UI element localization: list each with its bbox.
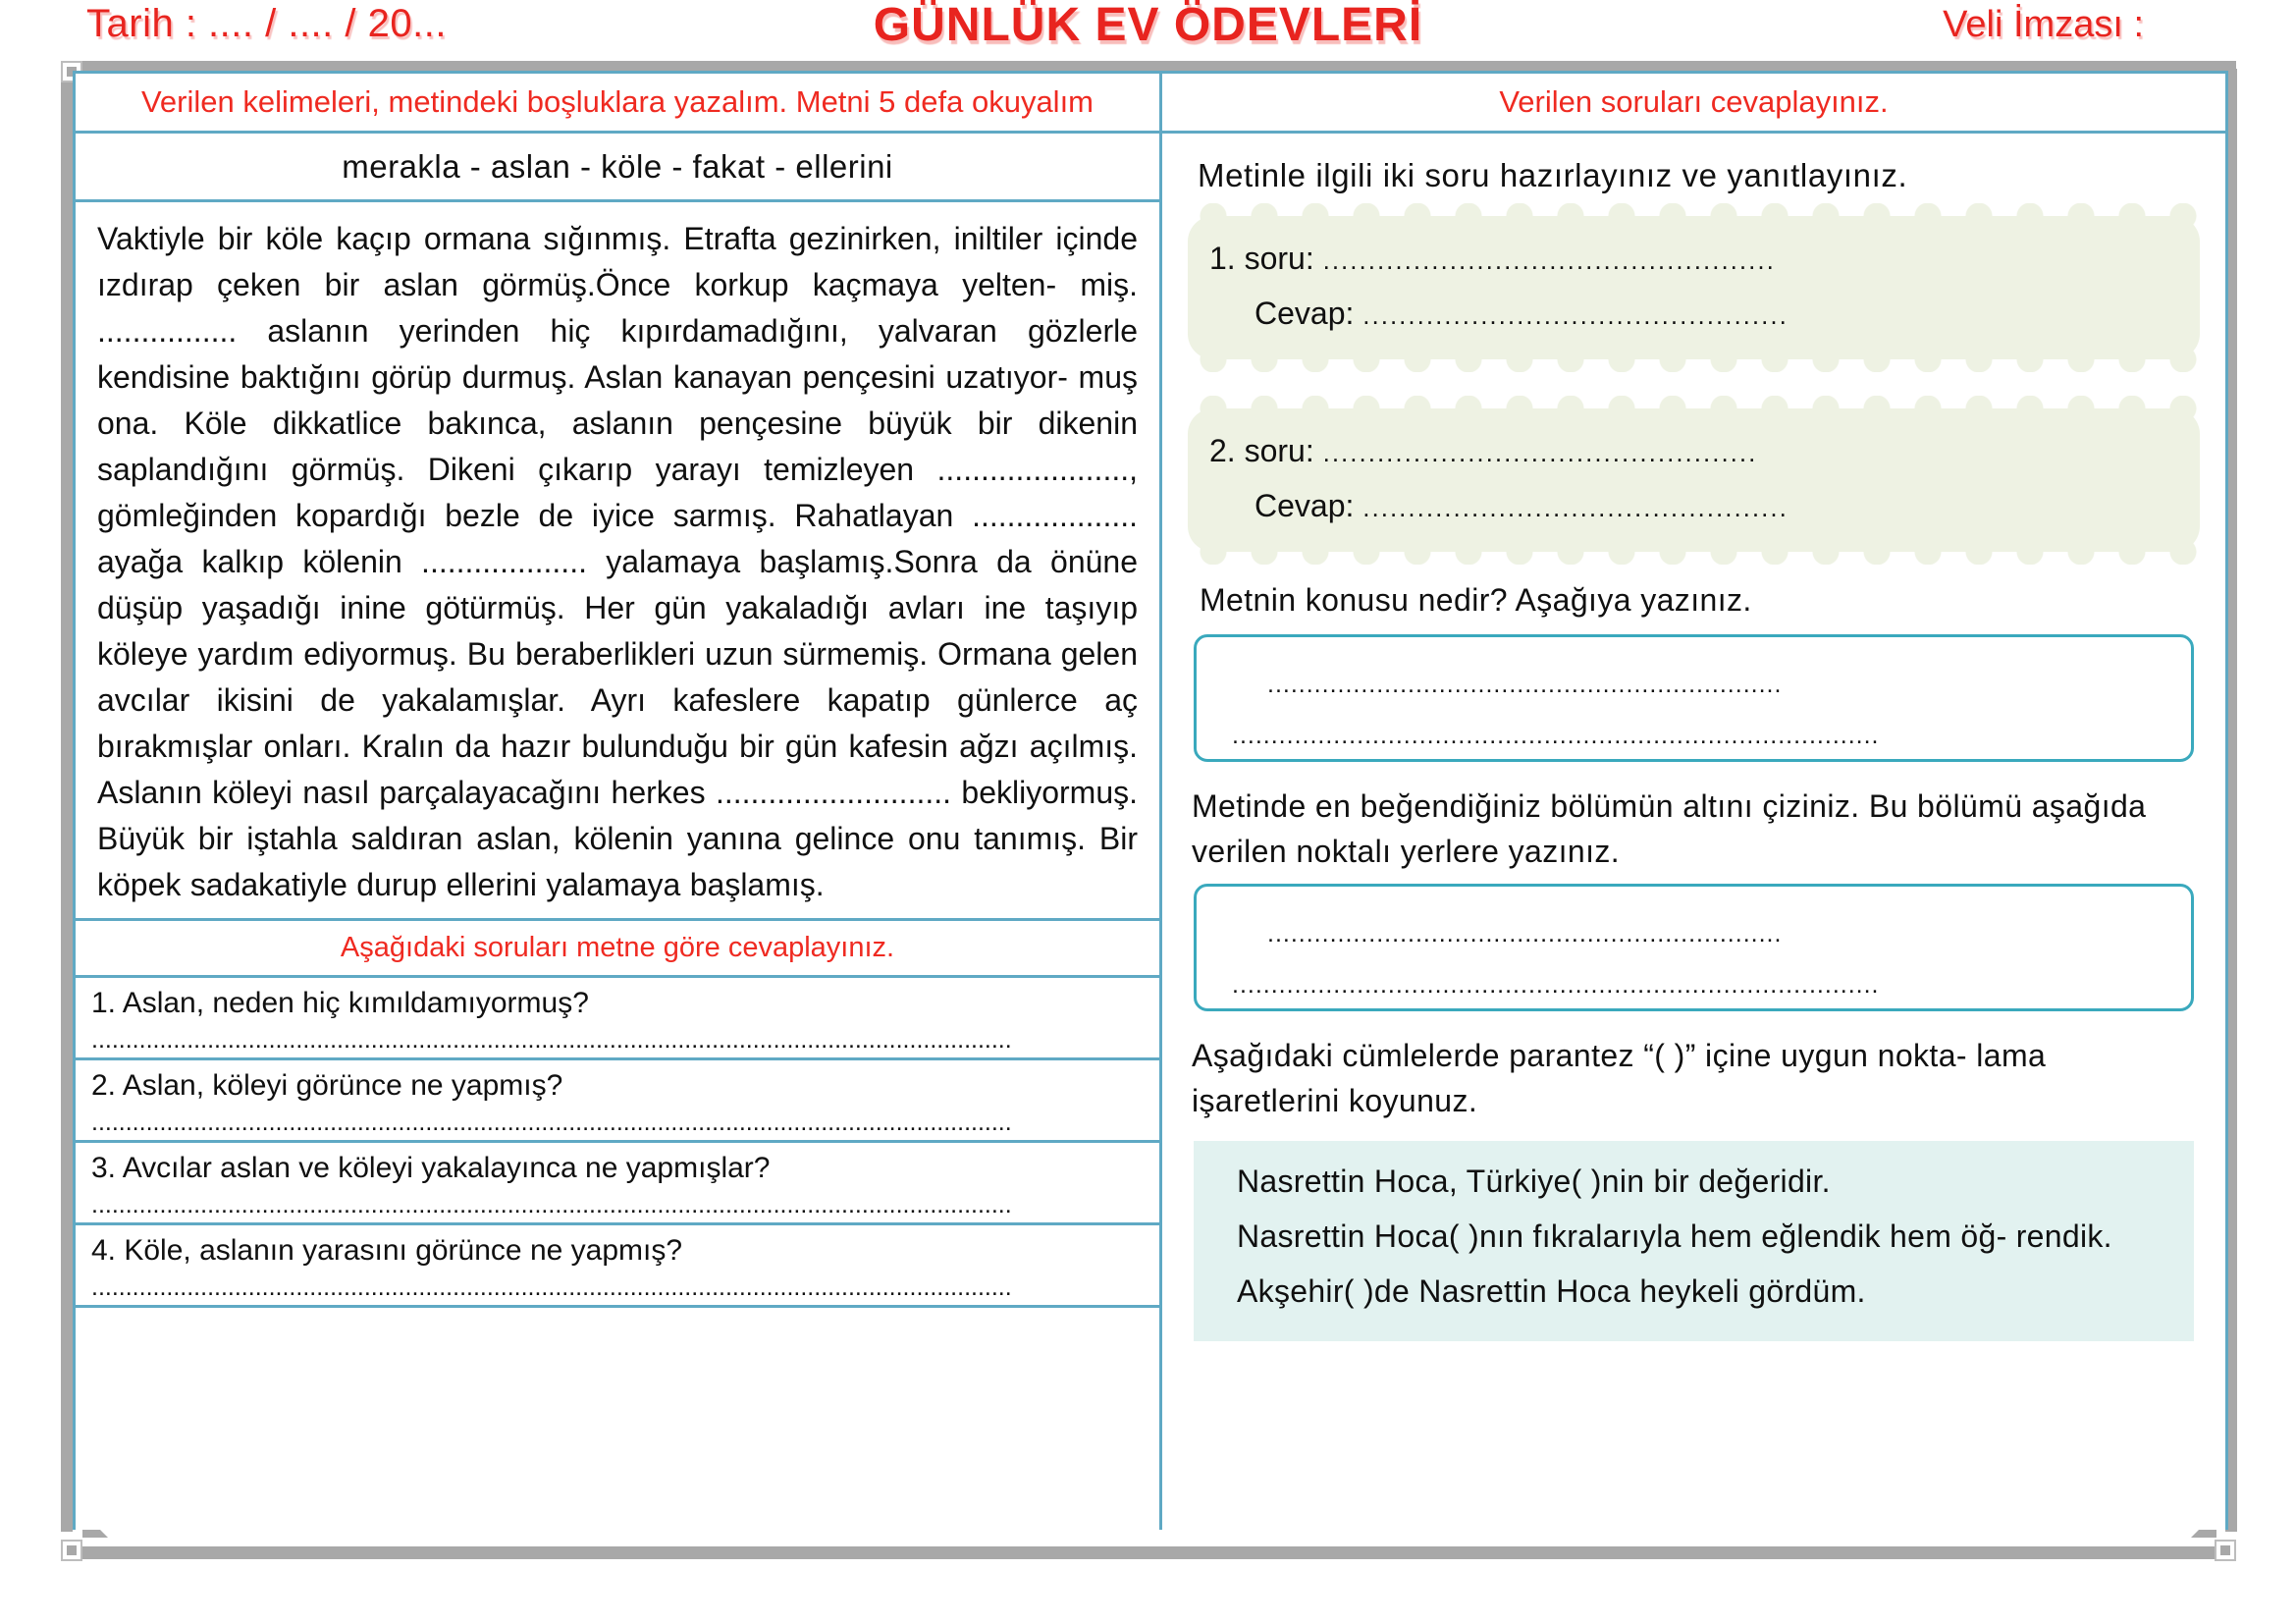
question-text: 2. Aslan, köleyi görünce ne yapmış? [91,1069,563,1102]
cloud-question-label: 1. soru: [1209,241,1314,276]
topic-answer-line-1[interactable]: .................................................................. [1267,671,1783,698]
left-instruction-text: Verilen kelimeleri, metindeki boşluklara yazalım. Metni 5 defa okuyalım [140,84,1095,119]
punctuation-sentences-panel [1194,1141,2194,1341]
question-row [76,1060,1159,1143]
question-cloud-2 [1188,408,2200,552]
right-instruction-text: Verilen soruları cevaplayınız. [1499,84,1889,119]
answer-dotted-line[interactable]: ....................................................................................................................................... [91,1191,1012,1218]
cloud-question-line[interactable] [1209,424,2182,479]
page-header [0,0,2296,61]
cloud-question-dots: .................................................. [1322,245,1776,275]
cloud-answer-dots: ............................................... [1362,493,1789,522]
corner-marker-bottom-left [61,1540,82,1561]
frame-rail-bottom [75,1546,2234,1559]
question-text: 3. Avcılar aslan ve köleyi yakalayınca ne yapmışlar? [91,1152,771,1184]
punctuation-prompt: Aşağıdaki cümlelerde parantez “( )” içine uygun nokta- lama işaretlerini koyunuz. [1192,1038,2047,1118]
topic-answer-box[interactable] [1194,634,2194,762]
right-column [1162,71,2228,1530]
question-row [76,978,1159,1060]
question-cloud-1 [1188,216,2200,359]
answer-dotted-line[interactable]: ....................................................................................................................................... [91,1273,1012,1301]
punctuation-sentence[interactable]: Nasrettin Hoca, Türkiye( )nin bir değeridir. [1237,1164,1831,1199]
frame-rail-left [61,69,73,1532]
cloud-answer-label: Cevap: [1255,296,1355,331]
right-content [1162,134,2225,1530]
question-row [76,1225,1159,1308]
favorite-part-prompt: Metinde en beğendiğiniz bölümün altını çiziniz. Bu bölümü aşağıda verilen noktalı yerlere yazınız. [1192,788,2147,869]
favorite-part-answer-box[interactable] [1194,884,2194,1011]
left-questions-heading-band [76,921,1159,978]
word-bank-text: merakla - aslan - köle - fakat - ellerini [342,147,893,185]
topic-prompt: Metnin konusu nedir? Aşağıya yazınız. [1200,582,1752,618]
cloud-answer-dots: ............................................... [1362,300,1789,330]
punctuation-sentence[interactable]: Nasrettin Hoca( )nın fıkralarıyla hem eğlendik hem öğ- rendik. [1237,1218,2112,1254]
corner-marker-bottom-right [2215,1540,2236,1561]
right-instruction-band [1162,71,2225,134]
parent-signature-label: Veli İmzası : [1943,4,2144,45]
answer-dotted-line[interactable]: ....................................................................................................................................... [91,1109,1012,1136]
word-bank-band [76,134,1159,202]
reading-passage-block [76,202,1159,921]
cloud-answer-line[interactable] [1209,479,2182,534]
cloud-question-dots: ................................................ [1322,438,1758,467]
answer-dotted-line[interactable]: ....................................................................................................................................... [91,1026,1012,1054]
reading-passage-text: Vaktiyle bir köle kaçıp ormana sığınmış. Etrafta gezinirken, iniltiler içinde ızdırap çeken bir aslan görmüş.Önce korkup kaçmaya yelten- miş. ................ aslanın yerinden hiç kıpırdamadığını, yalvaran gözlerle kendisine baktığını görüp durmuş. Aslan kanayan pençesini uzatıyor- muş ona. Köle dikkatlice bakınca, aslanın pençesine büyük bir dikenin saplandığını görmüş. Dikeni çıkarıp yarayı temizleyen ......................, gömleğinden kopardığı bezle de iyice sarmış. Rahatlayan ................... ayağa kalkıp kölenin ................... yalamaya başlamış.Sonra da önüne düşüp yaşadığı inine götürmüş. Her gün yakaladığı avları ine taşıyıp köleye yardım ediyormuş. Bu beraberlikleri uzun sürmemiş. Ormana gelen avcılar ikisini de yakalamışlar. Ayrı kafeslere kapatıp günlerce aç bırakmışlar onları. Kralın da hazır bulunduğu bir gün kafesin ağzı açılmış. Aslanın köleyi nasıl parçalayacağını herkes ........................... bekliyormuş. Büyük bir iştahla saldıran aslan, kölenin yanına gelince onu tanımış. Bir köpek sadakatiyle durup ellerini yalamaya başlamış. [97,221,1138,902]
cloud-answer-line[interactable] [1209,287,2182,342]
question-text: 1. Aslan, neden hiç kımıldamıyormuş? [91,987,589,1019]
question-text: 4. Köle, aslanın yarasını görünce ne yapmış? [91,1234,683,1267]
page-title: GÜNLÜK EV ÖDEVLERİ [873,0,1423,51]
left-instruction-band [76,71,1159,134]
date-label: Tarih : .... / .... / 20... [86,2,447,45]
worksheet-body [73,71,2228,1530]
cloud-answer-label: Cevap: [1255,488,1355,523]
left-questions-heading-text: Aşağıdaki soruları metne göre cevaplayınız. [340,932,895,963]
favorite-answer-line-2[interactable]: ................................................................................... [1232,971,1880,999]
topic-answer-line-2[interactable]: ................................................................................... [1232,722,1880,749]
prepare-two-questions-prompt: Metinle ilgili iki soru hazırlayınız ve yanıtlayınız. [1198,157,1908,193]
cloud-question-label: 2. soru: [1209,433,1314,468]
question-row [76,1143,1159,1225]
favorite-answer-line-1[interactable]: .................................................................. [1267,920,1783,947]
left-column [73,71,1162,1530]
cloud-question-line[interactable] [1209,232,2182,287]
punctuation-sentence[interactable]: Akşehir( )de Nasrettin Hoca heykeli gördüm. [1237,1273,1866,1309]
